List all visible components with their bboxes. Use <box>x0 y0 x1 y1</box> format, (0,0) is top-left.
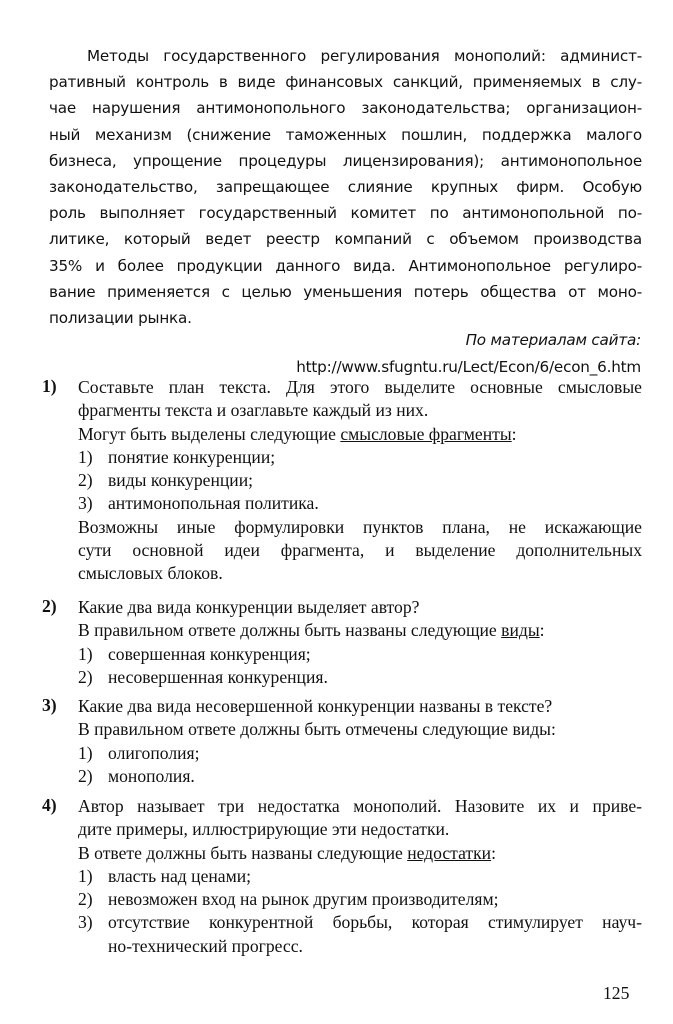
answer-item-text: виды конкуренции; <box>108 470 254 491</box>
answer-intro: В ответе должны быть названы следующие недостатки: <box>78 842 496 863</box>
question-number: 3) <box>42 695 57 715</box>
intro-line: бизнеса, упрощение процедуры лицензирования); антимонопольное <box>49 151 642 170</box>
answer-intro: В правильном ответе должны быть названы следующие виды: <box>78 620 545 641</box>
answer-item-text: монополия. <box>108 765 195 786</box>
question-text-line: Автор называет три недостатка монополий. Назовите их и приве- <box>78 796 642 816</box>
answer-key-term: недостатки <box>407 842 492 863</box>
intro-line: чае нарушения антимонопольного законодательства; организацион- <box>49 99 642 118</box>
question-text-line: Составьте план текста. Для этого выделите основные смысловые <box>78 377 642 397</box>
question-1 <box>42 376 642 586</box>
answer-item <box>78 865 642 888</box>
intro-line: законодательство, запрещающее слияние крупных фирм. Особую <box>49 177 642 196</box>
answer-item-number: 2) <box>78 470 93 491</box>
answer-item-number: 3) <box>78 912 93 933</box>
answer-item-text: невозможен вход на рынок другим производителям; <box>108 889 499 910</box>
answer-intro-text: В правильном ответе должны быть названы следующие <box>78 620 502 641</box>
answer-item <box>78 935 642 958</box>
question-text-line: Какие два вида несовершенной конкуренции названы в тексте? <box>78 696 553 716</box>
answer-item <box>78 666 642 689</box>
note-line: Возможны иные формулировки пунктов плана, не искажающие <box>78 516 642 537</box>
intro-paragraph <box>49 43 642 331</box>
source-label: По материалам сайта: <box>465 331 641 349</box>
answer-key-term: виды <box>501 620 540 641</box>
intro-line: ный механизм (снижение таможенных пошлин, поддержка малого <box>49 125 642 144</box>
question-2 <box>42 596 642 689</box>
question-text-line: фрагменты текста и озаглавьте каждый из них. <box>78 400 429 421</box>
answer-item <box>78 742 642 765</box>
question-text-line: дите примеры, иллюстрирующие эти недостатки. <box>78 819 450 840</box>
answer-item-text: но-технический прогресс. <box>108 935 303 956</box>
answer-item-text: олигополия; <box>108 742 200 763</box>
answer-item-number: 2) <box>78 765 93 786</box>
answer-item-text: понятие конкуренции; <box>108 446 276 467</box>
question-number: 1) <box>42 376 57 396</box>
answer-item <box>78 469 642 492</box>
intro-line: вание применяется с целью уменьшения потерь общества от моно- <box>49 282 642 301</box>
question-body <box>78 695 642 788</box>
question-3 <box>42 695 642 788</box>
answer-item-text: совершенная конкуренция; <box>108 643 311 664</box>
answer-item <box>78 643 642 666</box>
answer-item-number: 1) <box>78 643 93 664</box>
answer-item-number: 1) <box>78 446 93 467</box>
answer-item-number: 1) <box>78 865 93 886</box>
answer-intro-text: В ответе должны быть названы следующие <box>78 842 408 863</box>
question-number: 2) <box>42 596 57 616</box>
intro-line: ративный контроль в виде финансовых санкций, применяемых в слу- <box>49 73 642 92</box>
page-number: 125 <box>603 983 630 1003</box>
answer-item <box>78 888 642 911</box>
answer-intro <box>78 718 642 741</box>
answer-intro-text: В правильном ответе должны быть отмечены следующие виды: <box>78 719 556 740</box>
note-line: смысловых блоков. <box>78 563 223 584</box>
answer-item-number: 3) <box>78 493 93 514</box>
answer-item <box>78 446 642 469</box>
answer-item-text: несовершенная конкуренция. <box>108 666 328 687</box>
answer-intro-text: Могут быть выделены следующие <box>78 423 341 444</box>
answer-intro: Могут быть выделены следующие смысловые фрагменты: <box>78 423 517 444</box>
note-line: сути основной идеи фрагмента, и выделение дополнительных <box>78 540 642 561</box>
question-body <box>78 795 642 958</box>
question-body <box>78 376 642 586</box>
answer-item-text: антимонопольная политика. <box>108 493 319 514</box>
intro-line: литике, который ведет реестр компаний с объемом производства <box>49 230 642 249</box>
intro-line: Методы государственного регулирования монополий: админист- <box>87 47 642 65</box>
intro-line: 35% и более продукции данного вида. Антимонопольное регулиро- <box>49 256 642 275</box>
answer-item-number: 2) <box>78 666 93 687</box>
answer-key-term: смысловые фрагменты <box>340 423 512 444</box>
answer-item-number: 1) <box>78 742 93 763</box>
answer-item-text: отсутствие конкурентной борьбы, которая стимулирует науч- <box>108 912 642 933</box>
answer-item <box>78 765 642 788</box>
intro-line: роль выполняет государственный комитет по антимонопольной по- <box>49 204 642 223</box>
question-text-line: Какие два вида конкуренции выделяет автор? <box>78 597 420 617</box>
answer-item-number: 2) <box>78 889 93 910</box>
answer-item <box>78 911 642 934</box>
intro-line: полизации рынка. <box>49 308 192 327</box>
source-url: http://www.sfugntu.ru/Lect/Econ/6/econ_6.htm <box>296 358 641 376</box>
answer-item-text: власть над ценами; <box>108 865 252 886</box>
question-4 <box>42 795 642 958</box>
answer-item-number <box>78 935 108 958</box>
answer-item <box>78 492 642 515</box>
question-number: 4) <box>42 795 57 815</box>
question-body <box>78 596 642 689</box>
